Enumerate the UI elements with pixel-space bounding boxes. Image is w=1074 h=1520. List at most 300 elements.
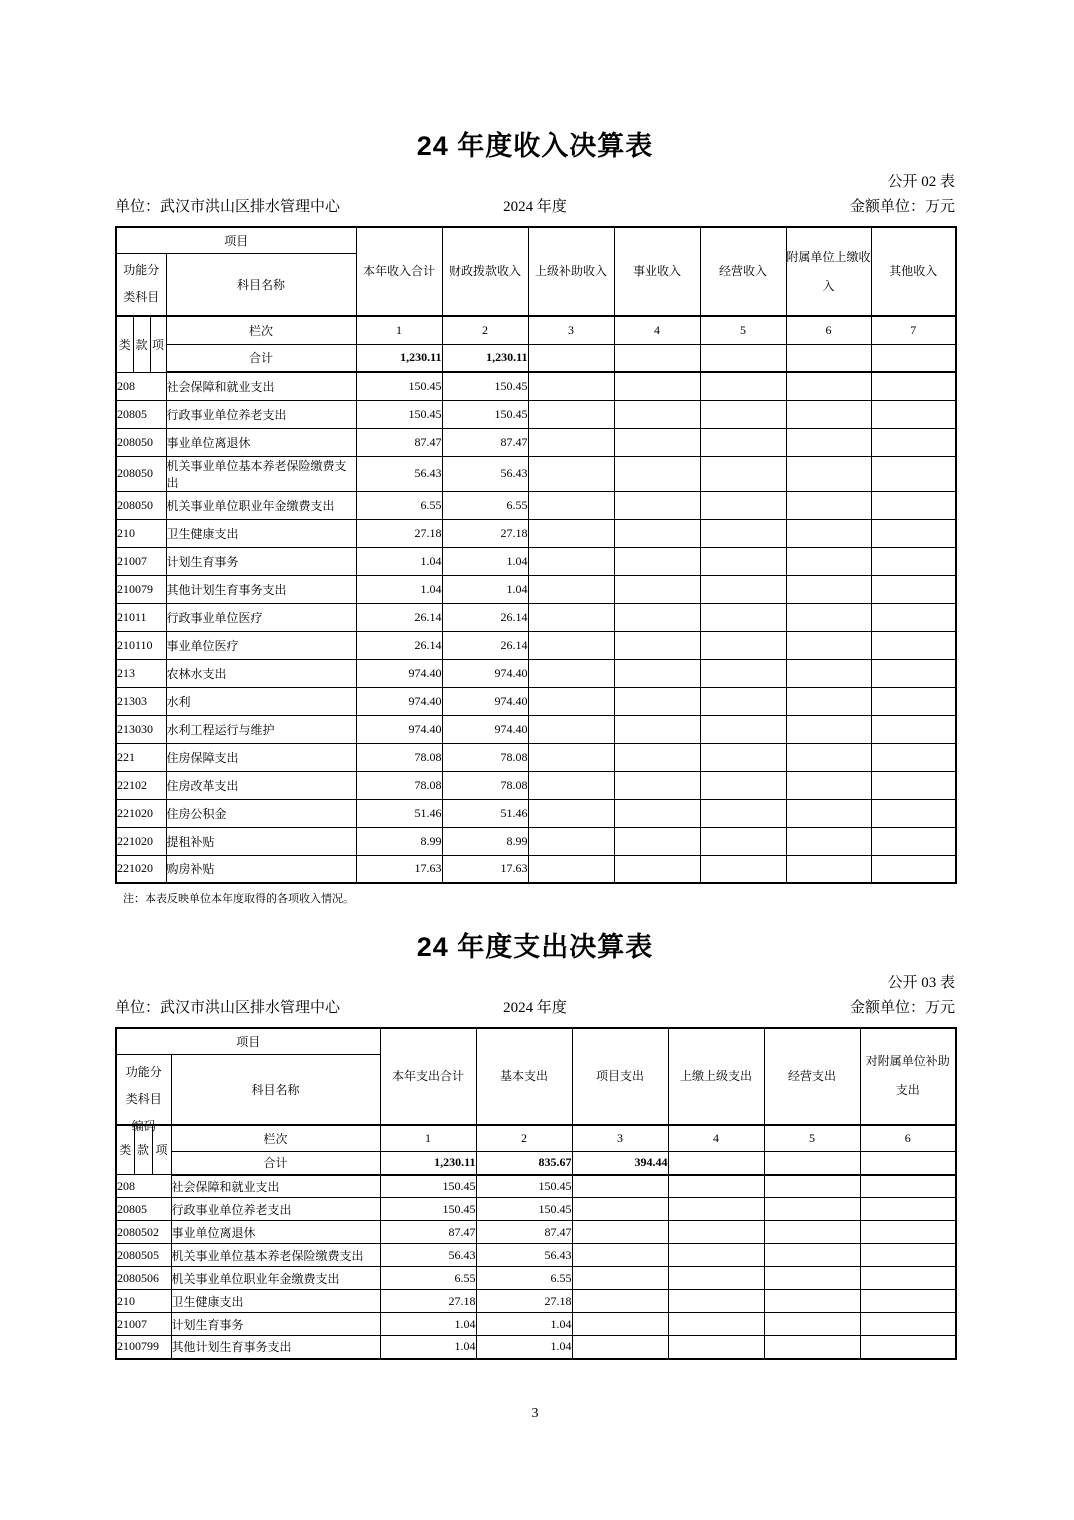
value-cell: 17.63 [356, 855, 442, 883]
income-table-row [116, 799, 956, 827]
income-table-row [116, 575, 956, 603]
expenditure-column-header: 上缴上级支出 [668, 1028, 764, 1125]
value-cell [786, 659, 871, 687]
subject-code-cell: 208 [116, 1175, 171, 1198]
subject-code-cell: 2080506 [116, 1267, 171, 1290]
total-value-cell [860, 1152, 956, 1175]
income-column-header: 本年收入合计 [356, 227, 442, 316]
expenditure-table-row [116, 1336, 956, 1359]
income-year-label: 2024 年度 [503, 199, 567, 215]
subject-code-cell: 210110 [116, 631, 166, 659]
value-cell [614, 771, 700, 799]
value-cell [572, 1290, 668, 1313]
value-cell: 1.04 [356, 575, 442, 603]
subject-code-cell: 2100799 [116, 1336, 171, 1359]
value-cell [572, 1313, 668, 1336]
expenditure-sheet-label: 公开 03 表 [887, 975, 955, 991]
value-cell: 150.45 [356, 400, 442, 428]
rank-number-cell: 6 [786, 316, 871, 344]
value-cell [871, 631, 956, 659]
value-cell [572, 1175, 668, 1198]
value-cell [614, 743, 700, 771]
subject-name-cell: 行政事业单位养老支出 [166, 400, 356, 428]
expenditure-column-header: 经营支出 [764, 1028, 860, 1125]
value-cell [668, 1175, 764, 1198]
value-cell [764, 1221, 860, 1244]
value-cell [528, 687, 614, 715]
value-cell [764, 1336, 860, 1359]
value-cell: 150.45 [380, 1175, 476, 1198]
value-cell: 78.08 [442, 743, 528, 771]
expenditure-section [115, 906, 955, 1360]
income-table-row [116, 519, 956, 547]
value-cell: 26.14 [356, 631, 442, 659]
value-cell [871, 827, 956, 855]
subject-code-cell: 210 [116, 519, 166, 547]
income-table-row [116, 400, 956, 428]
value-cell [614, 456, 700, 491]
expenditure-table-title: 24 年度支出决算表 [416, 932, 654, 962]
expenditure-year-label: 2024 年度 [503, 1000, 567, 1016]
value-cell [528, 715, 614, 743]
value-cell [614, 372, 700, 400]
total-value-cell [700, 344, 786, 372]
total-label-cell: 合计 [171, 1152, 380, 1175]
income-table-row [116, 491, 956, 519]
value-cell [614, 575, 700, 603]
subject-code-cell: 213 [116, 659, 166, 687]
value-cell [700, 771, 786, 799]
value-cell [764, 1198, 860, 1221]
subject-name-cell: 机关事业单位职业年金缴费支出 [171, 1267, 380, 1290]
value-cell [700, 575, 786, 603]
subject-name-cell: 事业单位离退休 [166, 428, 356, 456]
value-cell: 78.08 [356, 771, 442, 799]
expenditure-table-row [116, 1290, 956, 1313]
expenditure-table-row [116, 1175, 956, 1198]
page-number: 3 [531, 1405, 539, 1421]
expenditure-table-row [116, 1267, 956, 1290]
value-cell [614, 715, 700, 743]
func-category-line-clipped: 编码 [131, 1118, 156, 1133]
page-content [115, 0, 955, 1422]
expenditure-amount-unit-label: 金额单位：万元 [849, 1000, 955, 1016]
value-cell [700, 659, 786, 687]
expenditure-table-row [116, 1244, 956, 1267]
expenditure-unit-label: 单位：武汉市洪山区排水管理中心 [115, 1000, 341, 1016]
func-category-line: 功能分 [125, 1064, 162, 1079]
subject-code-cell: 20805 [116, 400, 166, 428]
value-cell: 87.47 [356, 428, 442, 456]
value-cell [614, 519, 700, 547]
value-cell [528, 456, 614, 491]
value-cell: 1.04 [442, 575, 528, 603]
value-cell [871, 799, 956, 827]
func-category-code-lines [117, 1055, 171, 1133]
value-cell: 27.18 [356, 519, 442, 547]
value-cell [528, 547, 614, 575]
value-cell: 974.40 [442, 687, 528, 715]
value-cell [572, 1267, 668, 1290]
value-cell [764, 1244, 860, 1267]
value-cell: 1.04 [476, 1313, 572, 1336]
value-cell [700, 603, 786, 631]
value-cell [786, 771, 871, 799]
item-level-cell: 项 [152, 1125, 171, 1175]
value-cell: 27.18 [380, 1290, 476, 1313]
value-cell [786, 687, 871, 715]
value-cell [700, 715, 786, 743]
rank-number-cell: 4 [668, 1125, 764, 1152]
income-meta-row [115, 197, 955, 218]
subject-name-cell: 社会保障和就业支出 [171, 1175, 380, 1198]
value-cell [528, 372, 614, 400]
value-cell [871, 491, 956, 519]
value-cell [871, 519, 956, 547]
subject-code-cell: 2080505 [116, 1244, 171, 1267]
value-cell [614, 799, 700, 827]
func-category-header-cell [116, 253, 166, 316]
subject-code-cell: 2080502 [116, 1221, 171, 1244]
value-cell [614, 400, 700, 428]
value-cell [700, 827, 786, 855]
value-cell: 87.47 [476, 1221, 572, 1244]
subject-code-cell: 213030 [116, 715, 166, 743]
value-cell [528, 771, 614, 799]
income-column-header: 财政拨款收入 [442, 227, 528, 316]
subject-code-cell: 221020 [116, 855, 166, 883]
value-cell [871, 743, 956, 771]
subject-name-cell: 社会保障和就业支出 [166, 372, 356, 400]
value-cell: 26.14 [442, 631, 528, 659]
value-cell [528, 659, 614, 687]
expenditure-column-header: 基本支出 [476, 1028, 572, 1125]
value-cell [572, 1221, 668, 1244]
value-cell [786, 603, 871, 631]
income-table-row [116, 771, 956, 799]
expenditure-total-row [116, 1152, 956, 1175]
rank-number-cell: 3 [572, 1125, 668, 1152]
class-level-cell: 类 [116, 1125, 134, 1175]
value-cell [786, 855, 871, 883]
value-cell [871, 659, 956, 687]
value-cell [860, 1198, 956, 1221]
value-cell [871, 603, 956, 631]
income-column-header: 附属单位上缴收入 [786, 227, 871, 316]
rank-number-cell: 2 [476, 1125, 572, 1152]
value-cell: 150.45 [476, 1198, 572, 1221]
total-value-cell: 1,230.11 [356, 344, 442, 372]
value-cell: 974.40 [356, 659, 442, 687]
expenditure-table-row [116, 1221, 956, 1244]
value-cell [528, 491, 614, 519]
value-cell: 6.55 [476, 1267, 572, 1290]
value-cell [871, 456, 956, 491]
value-cell [668, 1221, 764, 1244]
value-cell [786, 547, 871, 575]
rank-number-cell: 6 [860, 1125, 956, 1152]
income-table [115, 226, 957, 884]
value-cell [860, 1221, 956, 1244]
value-cell [786, 631, 871, 659]
value-cell: 974.40 [442, 715, 528, 743]
subject-name-cell: 住房公积金 [166, 799, 356, 827]
value-cell: 150.45 [442, 400, 528, 428]
value-cell [871, 855, 956, 883]
subject-code-cell: 208050 [116, 456, 166, 491]
subject-name-cell: 行政事业单位医疗 [166, 603, 356, 631]
subject-code-cell: 208050 [116, 491, 166, 519]
value-cell [614, 603, 700, 631]
value-cell [528, 519, 614, 547]
value-cell [860, 1336, 956, 1359]
subject-code-cell: 208 [116, 372, 166, 400]
total-label-cell: 合计 [166, 344, 356, 372]
total-value-cell [614, 344, 700, 372]
expenditure-column-header: 项目支出 [572, 1028, 668, 1125]
item-level-cell: 项 [150, 316, 166, 372]
value-cell: 150.45 [476, 1175, 572, 1198]
subject-code-cell: 208050 [116, 428, 166, 456]
value-cell: 1.04 [442, 547, 528, 575]
income-section [115, 0, 955, 906]
value-cell [668, 1336, 764, 1359]
func-category-code-header-cell [116, 1054, 171, 1133]
value-cell [871, 687, 956, 715]
value-cell [614, 687, 700, 715]
value-cell: 150.45 [442, 372, 528, 400]
value-cell: 56.43 [476, 1244, 572, 1267]
value-cell [871, 575, 956, 603]
value-cell [668, 1198, 764, 1221]
value-cell [700, 428, 786, 456]
total-value-cell [786, 344, 871, 372]
value-cell [860, 1290, 956, 1313]
value-cell [700, 855, 786, 883]
value-cell [528, 743, 614, 771]
income-unit-label: 单位：武汉市洪山区排水管理中心 [115, 199, 341, 215]
income-column-header: 经营收入 [700, 227, 786, 316]
subject-code-cell: 22102 [116, 771, 166, 799]
subject-code-cell: 221 [116, 743, 166, 771]
value-cell [572, 1244, 668, 1267]
value-cell [786, 715, 871, 743]
func-category-line: 类科目 [123, 290, 160, 305]
income-amount-unit-label: 金额单位：万元 [849, 199, 955, 215]
subject-name-cell: 水利工程运行与维护 [166, 715, 356, 743]
income-table-row [116, 715, 956, 743]
subject-name-cell: 事业单位离退休 [171, 1221, 380, 1244]
value-cell [786, 575, 871, 603]
income-column-header: 上级补助收入 [528, 227, 614, 316]
value-cell [572, 1336, 668, 1359]
value-cell [871, 715, 956, 743]
income-table-row [116, 372, 956, 400]
value-cell [614, 428, 700, 456]
income-table-row [116, 631, 956, 659]
value-cell [786, 456, 871, 491]
value-cell [786, 428, 871, 456]
rank-number-cell: 2 [442, 316, 528, 344]
value-cell [668, 1290, 764, 1313]
value-cell [871, 428, 956, 456]
expenditure-table [115, 1027, 957, 1360]
value-cell [764, 1313, 860, 1336]
value-cell [572, 1198, 668, 1221]
subject-name-cell: 行政事业单位养老支出 [171, 1198, 380, 1221]
value-cell: 1.04 [476, 1336, 572, 1359]
subject-code-cell: 21007 [116, 1313, 171, 1336]
subject-code-cell: 21007 [116, 547, 166, 575]
total-value-cell: 394.44 [572, 1152, 668, 1175]
value-cell [614, 547, 700, 575]
subject-name-cell: 卫生健康支出 [171, 1290, 380, 1313]
value-cell: 56.43 [356, 456, 442, 491]
value-cell [700, 519, 786, 547]
subject-name-cell: 机关事业单位职业年金缴费支出 [166, 491, 356, 519]
value-cell [786, 491, 871, 519]
value-cell: 8.99 [442, 827, 528, 855]
income-column-header: 其他收入 [871, 227, 956, 316]
rank-number-cell: 1 [356, 316, 442, 344]
value-cell [700, 631, 786, 659]
value-cell [528, 631, 614, 659]
class-level-cell: 类 [116, 316, 133, 372]
value-cell [700, 547, 786, 575]
subject-name-cell: 机关事业单位基本养老保险缴费支出 [171, 1244, 380, 1267]
value-cell [764, 1290, 860, 1313]
value-cell [528, 855, 614, 883]
value-cell [528, 428, 614, 456]
value-cell: 150.45 [380, 1198, 476, 1221]
income-table-title: 24 年度收入决算表 [416, 131, 654, 161]
value-cell: 6.55 [380, 1267, 476, 1290]
subject-name-cell: 计划生育事务 [171, 1313, 380, 1336]
value-cell: 6.55 [356, 491, 442, 519]
value-cell [614, 491, 700, 519]
subject-name-cell: 其他计划生育事务支出 [171, 1336, 380, 1359]
project-header-cell: 项目 [116, 1028, 380, 1054]
rank-number-cell: 1 [380, 1125, 476, 1152]
subject-name-cell: 住房保障支出 [166, 743, 356, 771]
income-table-row [116, 456, 956, 491]
income-sheet-label: 公开 02 表 [887, 174, 955, 190]
income-table-row [116, 603, 956, 631]
expenditure-column-header: 对附属单位补助支出 [860, 1028, 956, 1125]
income-table-row [116, 855, 956, 883]
income-total-row [116, 344, 956, 372]
value-cell [786, 400, 871, 428]
value-cell: 51.46 [442, 799, 528, 827]
value-cell [700, 743, 786, 771]
value-cell [786, 519, 871, 547]
value-cell [528, 400, 614, 428]
value-cell [860, 1244, 956, 1267]
subject-code-cell: 210079 [116, 575, 166, 603]
value-cell [871, 400, 956, 428]
expenditure-table-row [116, 1198, 956, 1221]
value-cell: 78.08 [442, 771, 528, 799]
value-cell: 974.40 [356, 715, 442, 743]
rank-label-cell: 栏次 [171, 1125, 380, 1152]
subject-name-cell: 事业单位医疗 [166, 631, 356, 659]
value-cell [700, 400, 786, 428]
value-cell [700, 687, 786, 715]
value-cell [700, 799, 786, 827]
subject-name-header-cell: 科目名称 [166, 253, 356, 316]
value-cell [528, 827, 614, 855]
value-cell [614, 827, 700, 855]
value-cell [860, 1175, 956, 1198]
value-cell [786, 799, 871, 827]
income-table-row [116, 687, 956, 715]
subject-code-cell: 221020 [116, 827, 166, 855]
section-level-cell: 款 [134, 1125, 152, 1175]
income-column-header: 事业收入 [614, 227, 700, 316]
value-cell [614, 855, 700, 883]
value-cell [668, 1313, 764, 1336]
value-cell: 87.47 [442, 428, 528, 456]
value-cell: 6.55 [442, 491, 528, 519]
subject-name-cell: 购房补贴 [166, 855, 356, 883]
value-cell [528, 603, 614, 631]
value-cell [764, 1267, 860, 1290]
rank-label-cell: 栏次 [166, 316, 356, 344]
value-cell: 78.08 [356, 743, 442, 771]
income-table-row [116, 547, 956, 575]
value-cell [528, 799, 614, 827]
subject-code-cell: 20805 [116, 1198, 171, 1221]
income-table-row [116, 743, 956, 771]
subject-name-cell: 水利 [166, 687, 356, 715]
subject-code-cell: 21303 [116, 687, 166, 715]
value-cell: 974.40 [356, 687, 442, 715]
value-cell [700, 372, 786, 400]
value-cell [860, 1267, 956, 1290]
func-category-line: 功能分 [123, 263, 160, 278]
expenditure-column-header: 本年支出合计 [380, 1028, 476, 1125]
subject-name-cell: 提租补贴 [166, 827, 356, 855]
rank-number-cell: 5 [700, 316, 786, 344]
rank-number-cell: 3 [528, 316, 614, 344]
total-value-cell [668, 1152, 764, 1175]
total-value-cell [764, 1152, 860, 1175]
value-cell [786, 372, 871, 400]
value-cell: 27.18 [442, 519, 528, 547]
subject-name-cell: 农林水支出 [166, 659, 356, 687]
value-cell [786, 827, 871, 855]
income-table-row [116, 428, 956, 456]
value-cell [614, 631, 700, 659]
value-cell: 1.04 [380, 1336, 476, 1359]
expenditure-header-row-project [116, 1028, 956, 1054]
total-value-cell [871, 344, 956, 372]
value-cell: 27.18 [476, 1290, 572, 1313]
value-cell: 17.63 [442, 855, 528, 883]
rank-number-cell: 7 [871, 316, 956, 344]
value-cell [700, 491, 786, 519]
value-cell [528, 575, 614, 603]
total-value-cell: 1,230.11 [380, 1152, 476, 1175]
income-header-row-project [116, 227, 956, 253]
value-cell [871, 372, 956, 400]
value-cell: 8.99 [356, 827, 442, 855]
value-cell [860, 1313, 956, 1336]
value-cell: 974.40 [442, 659, 528, 687]
subject-name-cell: 计划生育事务 [166, 547, 356, 575]
subject-name-cell: 其他计划生育事务支出 [166, 575, 356, 603]
value-cell [871, 547, 956, 575]
